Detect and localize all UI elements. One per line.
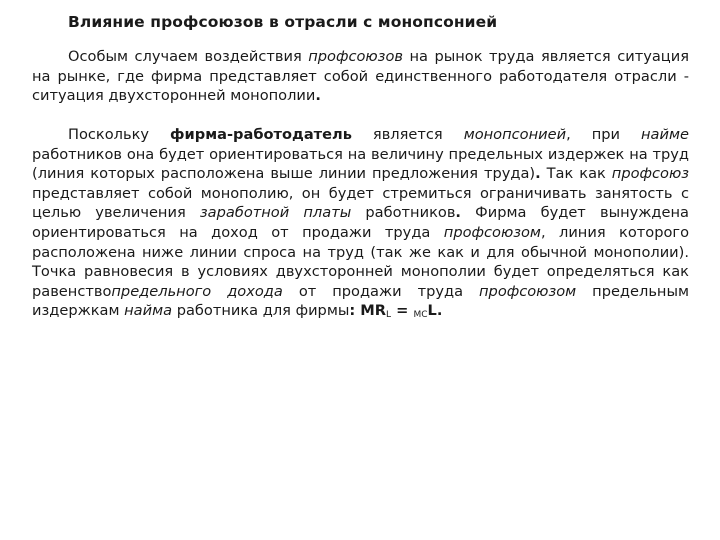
p2-text-1: Поскольку bbox=[68, 126, 171, 143]
p2-italic-5: профсоюзом bbox=[443, 223, 541, 241]
p2-italic-6: предельного дохода bbox=[111, 282, 283, 300]
formula-equals: = bbox=[391, 302, 414, 320]
p2-text-6: представляет собой монополию, он будет стремиться ограничивать занятость с целью увеличения bbox=[32, 184, 689, 222]
p2-text-9: , линия которого расположена ниже линии спроса на труд (так же как и для обычной монополии). Точка равновесия в условиях двухсторонней монополии будет определяться как равенство bbox=[32, 223, 689, 300]
formula-sub-l: L bbox=[386, 310, 392, 321]
p2-text-10: от продажи труда bbox=[282, 282, 480, 300]
p2-bold-3: . bbox=[455, 204, 461, 222]
p2-bold-2: . bbox=[535, 165, 541, 183]
paragraph-2 bbox=[32, 125, 689, 321]
p2-text-8: Фирма будет вынуждена ориентироваться на доход от продажи труда bbox=[32, 204, 689, 241]
p2-bold-1: фирма-работодатель bbox=[170, 126, 352, 143]
p2-text-3: , при bbox=[566, 126, 642, 143]
p2-italic-4: заработной платы bbox=[199, 204, 352, 222]
formula-l: L. bbox=[427, 302, 443, 320]
paragraph-1 bbox=[32, 47, 689, 106]
p2-text-5: Так как bbox=[540, 165, 612, 183]
p2-italic-2: найме bbox=[641, 126, 689, 143]
p2-text-11: предельным издержкам bbox=[32, 282, 690, 320]
p2-italic-1: монопсонией bbox=[463, 126, 567, 143]
p2-italic-3: профсоюз bbox=[611, 165, 689, 183]
formula-sub-mc: MC bbox=[413, 310, 428, 321]
formula-mr: : MR bbox=[349, 302, 387, 320]
p2-italic-8: найма bbox=[124, 302, 173, 320]
p1-text-1: Особым случаем воздействия bbox=[68, 48, 309, 65]
slide-heading: Влияние профсоюзов в отрасли с монопсонией bbox=[68, 13, 498, 31]
p1-italic-1: профсоюзов bbox=[308, 48, 403, 65]
p1-bold-1: . bbox=[315, 87, 321, 105]
p1-text-2: на рынок труда является ситуация на рынке, где фирма представляет собой единственного работодателя отрасли - ситуация двухсторонней монополии bbox=[32, 48, 689, 105]
p2-text-2: является bbox=[351, 126, 464, 143]
p2-italic-7: профсоюзом bbox=[479, 282, 577, 300]
p2-text-7: работников bbox=[351, 204, 456, 222]
p2-text-12: работника для фирмы bbox=[172, 302, 350, 320]
p2-text-4: работников она будет ориентироваться на величину предельных издержек на труд (линия которых расположена выше линии предложения труда) bbox=[32, 145, 689, 183]
